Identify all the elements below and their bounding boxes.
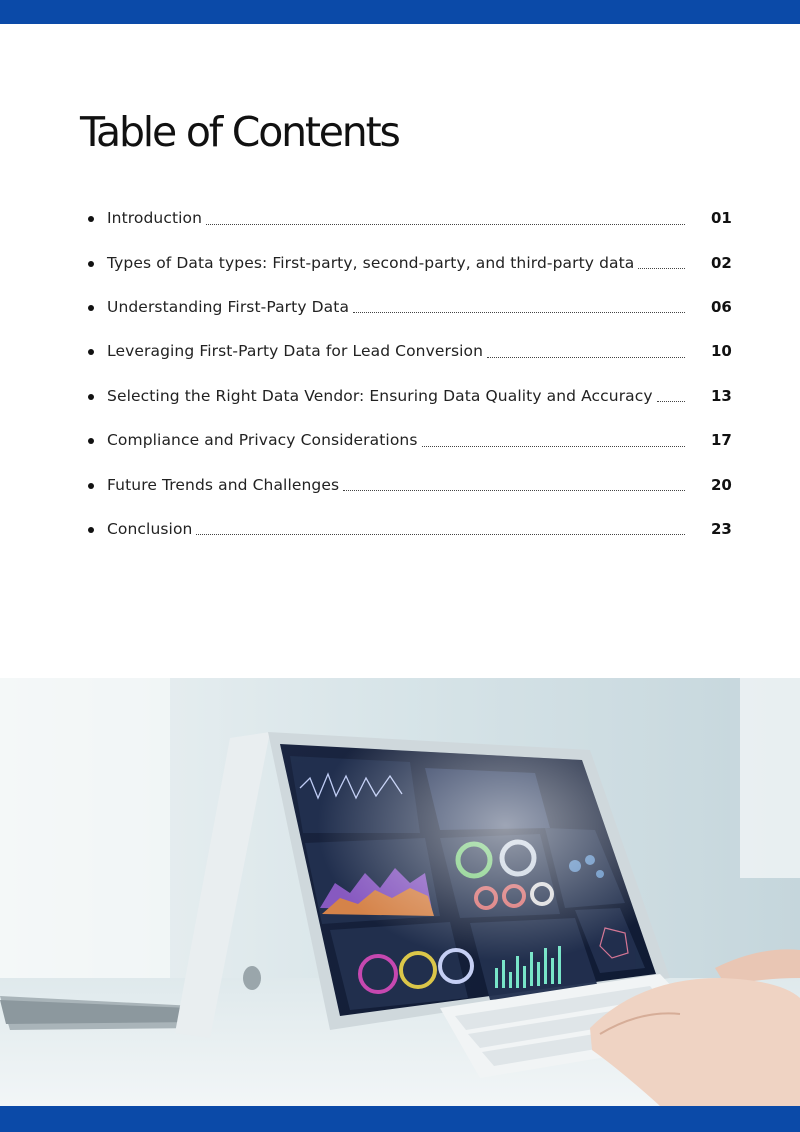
toc-item-page: 10: [711, 342, 732, 361]
toc-item-page: 23: [711, 519, 732, 538]
toc-item-label: Selecting the Right Data Vendor: Ensuring Data Quality and Accuracy: [107, 386, 653, 405]
dot-leader: [422, 446, 685, 447]
toc-item-label: Types of Data types: First-party, second-party, and third-party data: [107, 253, 635, 272]
toc-item-label: Leveraging First-Party Data for Lead Conversion: [107, 342, 484, 361]
dot-leader: [487, 357, 685, 358]
bullet-icon: [88, 261, 94, 267]
toc-item-label: Understanding First-Party Data: [107, 297, 350, 316]
toc-item[interactable]: [88, 374, 748, 418]
toc-item-page: 06: [711, 297, 732, 316]
top-accent-bar: [0, 0, 800, 24]
toc-item-label: Compliance and Privacy Considerations: [107, 431, 418, 450]
laptop-dashboard-illustration: [0, 678, 800, 1106]
bullet-icon: [88, 305, 94, 311]
bullet-icon: [88, 349, 94, 355]
bottom-accent-bar: [0, 1106, 800, 1132]
toc-item[interactable]: [88, 329, 748, 373]
dot-leader: [638, 268, 685, 269]
toc-item[interactable]: [88, 196, 748, 240]
table-of-contents: [88, 196, 748, 551]
toc-item-label: Conclusion: [107, 519, 193, 538]
dot-leader: [343, 490, 685, 491]
toc-item-page: 01: [711, 209, 732, 228]
toc-item[interactable]: [88, 507, 748, 551]
dot-leader: [206, 224, 685, 225]
toc-item-label: Introduction: [107, 209, 203, 228]
toc-item-label: Future Trends and Challenges: [107, 475, 340, 494]
toc-item[interactable]: [88, 418, 748, 462]
bullet-icon: [88, 527, 94, 533]
bullet-icon: [88, 483, 94, 489]
dot-leader: [196, 534, 685, 535]
bullet-icon: [88, 216, 94, 222]
toc-item-page: 02: [711, 253, 732, 272]
toc-item[interactable]: [88, 462, 748, 506]
toc-item[interactable]: [88, 240, 748, 284]
page-title: Table of Contents: [80, 108, 399, 156]
laptop-dashboard-photo: [0, 678, 800, 1106]
bullet-icon: [88, 394, 94, 400]
toc-item-page: 17: [711, 431, 732, 450]
dot-leader: [353, 312, 685, 313]
toc-item-page: 20: [711, 475, 732, 494]
bullet-icon: [88, 438, 94, 444]
toc-item-page: 13: [711, 386, 732, 405]
dot-leader: [657, 401, 685, 402]
toc-item[interactable]: [88, 285, 748, 329]
